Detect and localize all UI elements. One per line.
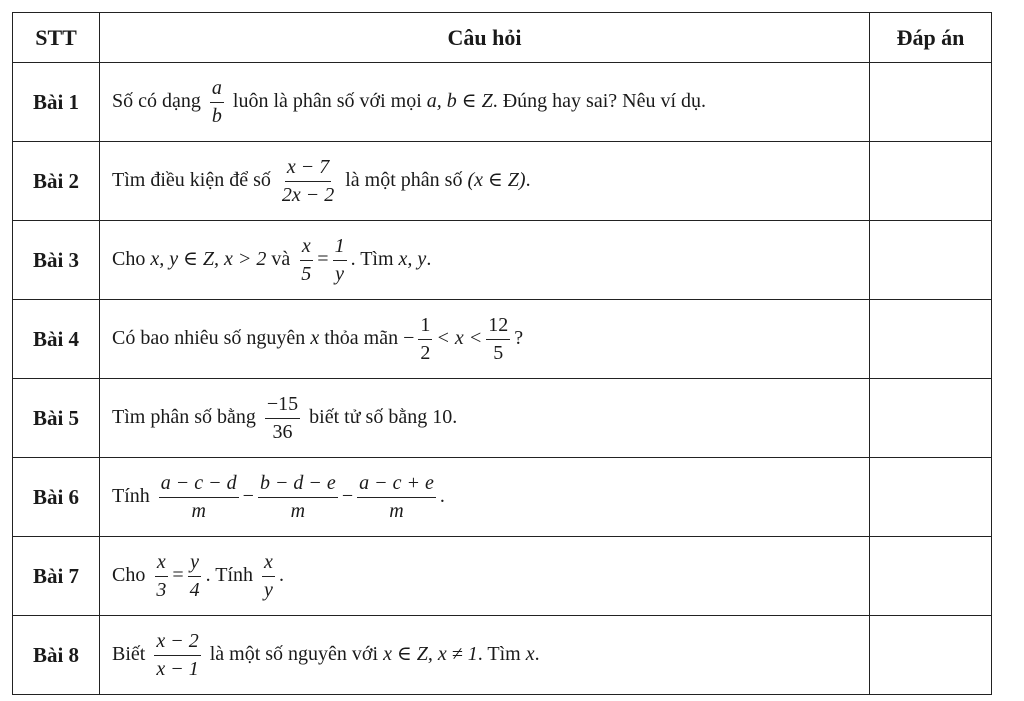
question-text: Cho — [112, 563, 146, 586]
table-row — [13, 458, 992, 537]
fraction-numerator: 1 — [333, 235, 347, 261]
answer-cell[interactable] — [870, 458, 992, 537]
question-text: thỏa mãn — [324, 326, 399, 349]
fraction — [418, 314, 432, 365]
fraction-denominator: m — [389, 499, 404, 522]
fraction-numerator: 12 — [486, 314, 510, 340]
fraction-numerator: x − 7 — [285, 156, 331, 182]
question-text: . Tính — [205, 563, 254, 586]
table-row — [13, 616, 992, 695]
question-text: . Đúng hay sai? Nêu ví dụ. — [492, 89, 707, 112]
fraction — [357, 472, 436, 523]
row-label: Bài 4 — [13, 300, 100, 379]
question-cell — [100, 63, 870, 142]
answer-cell[interactable] — [870, 221, 992, 300]
question-text: . — [534, 642, 540, 665]
fraction-numerator: a − c + e — [357, 472, 436, 498]
math-expression: a, b ∈ Z — [426, 89, 493, 112]
table-row — [13, 300, 992, 379]
fraction-denominator: m — [290, 499, 306, 522]
fraction-numerator: 1 — [418, 314, 432, 340]
fraction — [262, 551, 275, 602]
answer-cell[interactable] — [870, 63, 992, 142]
fraction-numerator: a − c − d — [159, 472, 239, 498]
header-answer: Đáp án — [870, 13, 992, 63]
fraction-numerator: −15 — [265, 393, 300, 419]
minus-sign: − — [403, 326, 415, 349]
question-cell — [100, 458, 870, 537]
answer-cell[interactable] — [870, 537, 992, 616]
fraction-numerator: x — [262, 551, 275, 577]
question-text: . Tìm — [350, 247, 394, 270]
fraction — [299, 235, 313, 286]
question-cell — [100, 537, 870, 616]
fraction-denominator: y — [264, 578, 273, 601]
fraction-denominator: 5 — [493, 341, 504, 364]
question-text: . — [525, 168, 531, 191]
question-cell — [100, 221, 870, 300]
fraction — [333, 235, 347, 286]
fraction-denominator: 4 — [189, 578, 200, 601]
answer-cell[interactable] — [870, 616, 992, 695]
fraction — [159, 472, 239, 523]
math-expression: x — [310, 326, 320, 349]
math-expression: < x < — [436, 326, 483, 349]
question-text: Có bao nhiêu số nguyên — [112, 326, 306, 349]
fraction — [154, 630, 200, 681]
question-text: và — [271, 247, 291, 270]
minus-sign: − — [341, 484, 354, 507]
table-row — [13, 379, 992, 458]
row-label: Bài 5 — [13, 379, 100, 458]
table-row — [13, 142, 992, 221]
fraction-denominator: 5 — [301, 262, 312, 285]
question-text: ? — [514, 326, 524, 349]
question-table — [12, 12, 992, 695]
math-expression: (x ∈ Z) — [467, 168, 526, 191]
fraction-numerator: b − d − e — [258, 472, 338, 498]
question-text: Tìm điều kiện để số — [112, 168, 271, 191]
fraction-numerator: x − 2 — [154, 630, 200, 656]
table-row — [13, 537, 992, 616]
fraction — [265, 393, 300, 444]
fraction — [258, 472, 338, 523]
fraction — [210, 77, 224, 128]
math-expression: x, y ∈ Z, x > 2 — [150, 247, 267, 270]
fraction-denominator: x − 1 — [156, 657, 199, 680]
fraction-denominator: 2x − 2 — [281, 183, 335, 206]
question-text: . — [278, 563, 284, 586]
question-text: là một phân số — [345, 168, 463, 191]
fraction-denominator: 36 — [272, 420, 293, 443]
math-expression: x — [525, 642, 535, 665]
question-text: là một số nguyên với — [209, 642, 379, 665]
fraction-denominator: y — [335, 262, 345, 285]
question-cell — [100, 616, 870, 695]
equals-sign: = — [172, 563, 184, 586]
question-text: biết tử số bằng 10. — [309, 405, 458, 428]
question-text: Cho — [112, 247, 146, 270]
header-row — [13, 13, 992, 63]
math-expression: x, y — [398, 247, 427, 270]
row-label: Bài 2 — [13, 142, 100, 221]
row-label: Bài 3 — [13, 221, 100, 300]
row-label: Bài 8 — [13, 616, 100, 695]
fraction-denominator: 2 — [420, 341, 431, 364]
equals-sign: = — [317, 247, 329, 270]
fraction-denominator: b — [211, 104, 222, 127]
question-text: Tìm phân số bằng — [112, 405, 256, 428]
question-cell — [100, 379, 870, 458]
answer-cell[interactable] — [870, 379, 992, 458]
question-text: . — [426, 247, 432, 270]
math-expression: x ∈ Z, x ≠ 1 — [383, 642, 478, 665]
question-cell — [100, 142, 870, 221]
fraction — [188, 551, 202, 602]
row-label: Bài 7 — [13, 537, 100, 616]
row-label: Bài 6 — [13, 458, 100, 537]
header-stt: STT — [13, 13, 100, 63]
answer-cell[interactable] — [870, 300, 992, 379]
answer-cell[interactable] — [870, 142, 992, 221]
question-text: luôn là phân số với mọi — [232, 89, 422, 112]
fraction — [154, 551, 168, 602]
fraction-numerator: y — [188, 551, 201, 577]
fraction — [280, 156, 336, 207]
fraction-denominator: m — [191, 499, 206, 522]
question-text: Biết — [112, 642, 146, 665]
fraction — [486, 314, 510, 365]
fraction-numerator: x — [155, 551, 168, 577]
table-row — [13, 221, 992, 300]
table-row — [13, 63, 992, 142]
minus-sign: − — [242, 484, 254, 507]
question-cell — [100, 300, 870, 379]
fraction-denominator: 3 — [156, 578, 167, 601]
header-question: Câu hỏi — [100, 13, 870, 63]
question-text: Số có dạng — [112, 89, 201, 112]
question-text: . Tìm — [477, 642, 521, 665]
question-text: . — [439, 484, 445, 507]
row-label: Bài 1 — [13, 63, 100, 142]
fraction-numerator: a — [210, 77, 224, 103]
question-text: Tính — [112, 484, 150, 507]
fraction-numerator: x — [300, 235, 313, 261]
